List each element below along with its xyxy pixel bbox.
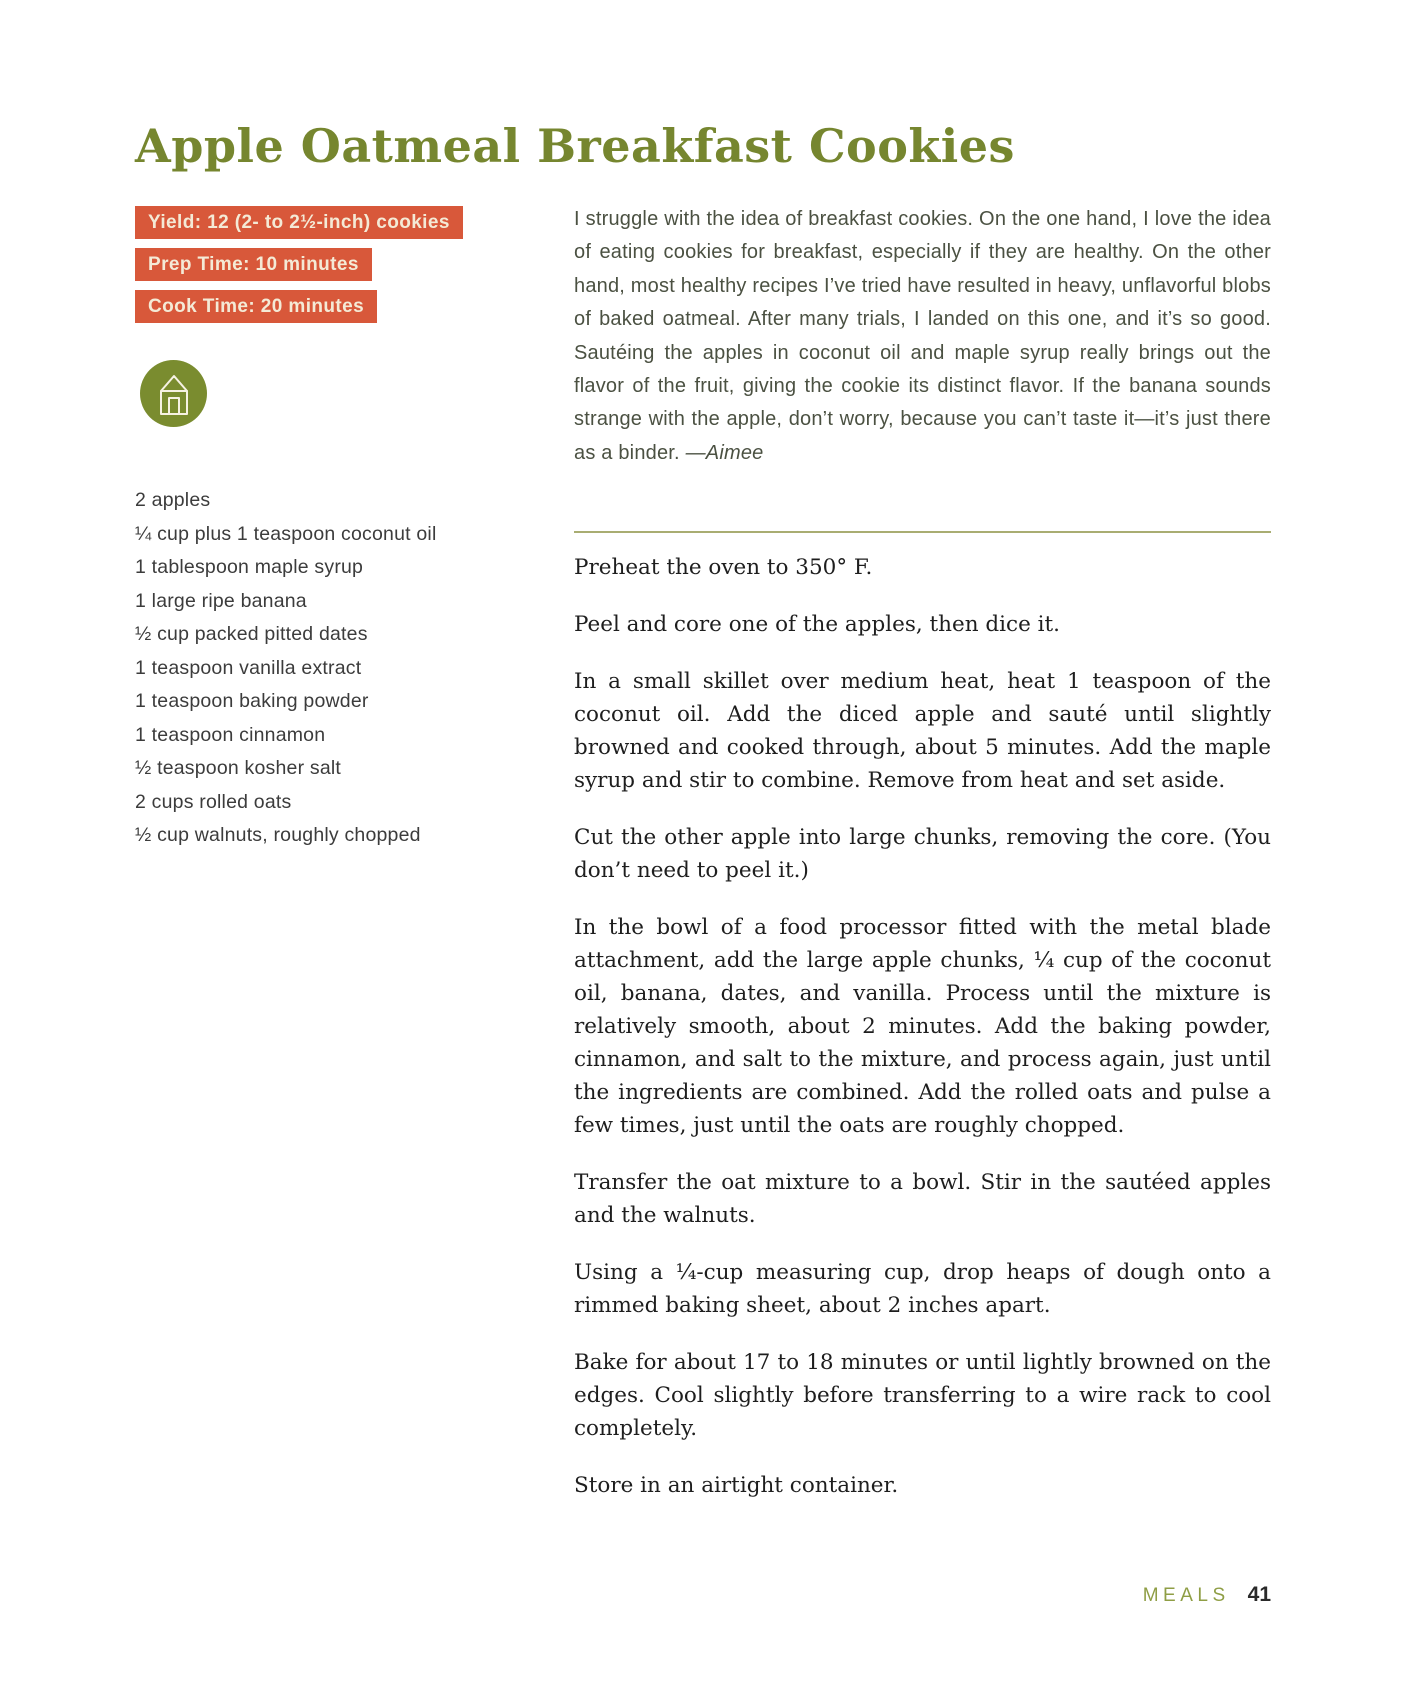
ingredient-item: ¼ cup plus 1 teaspoon coconut oil: [135, 522, 437, 545]
instruction-step: Using a ¼-cup measuring cup, drop heaps of dough onto a rimmed baking sheet, about 2 inches apart.: [574, 1260, 1271, 1318]
ingredient-item: 1 teaspoon vanilla extract: [135, 656, 362, 679]
recipe-title: Apple Oatmeal Breakfast Cookies: [135, 119, 1015, 173]
ingredient-item: ½ teaspoon kosher salt: [135, 757, 342, 779]
intro-text: I struggle with the idea of breakfast cookies. On the one hand, I love the idea of eating cookies for breakfast, especially if they are healthy. On the other hand, most healthy recipes I’ve tried have resulted in heavy, unflavorful blobs of baked oatmeal. After many trials, I landed on this one, and it’s so good. Sautéing the apples in coconut oil and maple syrup really brings out the flavor of the fruit, giving the cookie its distinct flavor. If the banana sounds strange with the apple, don’t worry, because you can’t taste it—it’s just there as a binder.: [574, 208, 1271, 464]
ingredient-item: 1 teaspoon cinnamon: [135, 723, 326, 746]
recipe-meta-badges: [135, 206, 463, 323]
ingredient-item: ½ cup walnuts, roughly chopped: [135, 824, 421, 846]
footer-section-label: MEALS: [1142, 1585, 1230, 1606]
instruction-step: In the bowl of a food processor fitted with the metal blade attachment, add the large apple chunks, ¼ cup of the coconut oil, banana, dates, and vanilla. Process until the mixture is relatively smooth, about 2 minutes. Add the baking powder, cinnamon, and salt to the mixture, and process again, just until the ingredients are combined. Add the rolled oats and pulse a few times, just until the oats are roughly chopped.: [574, 915, 1271, 1138]
section-divider: [574, 531, 1271, 533]
ingredient-item: 2 cups rolled oats: [135, 790, 292, 813]
instruction-step: Transfer the oat mixture to a bowl. Stir in the sautéed apples and the walnuts.: [574, 1170, 1271, 1228]
prep-time-badge: Prep Time: 10 minutes: [135, 248, 372, 281]
house-icon: [140, 360, 207, 427]
instruction-step: Cut the other apple into large chunks, removing the core. (You don’t need to peel it.): [574, 825, 1271, 883]
instructions-list: [574, 551, 1271, 1526]
instruction-step: Bake for about 17 to 18 minutes or until lightly browned on the edges. Cool slightly before transferring to a wire rack to cool completely.: [574, 1350, 1271, 1441]
recipe-intro: [574, 203, 1271, 470]
ingredient-item: ½ cup packed pitted dates: [135, 623, 368, 645]
instruction-step: Preheat the oven to 350° F.: [574, 555, 873, 580]
ingredient-item: 1 large ripe banana: [135, 589, 307, 612]
page-footer: [574, 1583, 1271, 1607]
ingredient-item: 1 teaspoon baking powder: [135, 690, 369, 712]
instruction-step: Store in an airtight container.: [574, 1473, 899, 1498]
ingredient-item: 1 tablespoon maple syrup: [135, 556, 364, 578]
instruction-step: In a small skillet over medium heat, heat 1 teaspoon of the coconut oil. Add the diced apple and sauté until slightly browned and cooked through, about 5 minutes. Add the maple syrup and stir to combine. Remove from heat and set aside.: [574, 669, 1271, 793]
footer-page-number: 41: [1247, 1583, 1271, 1606]
instruction-step: Peel and core one of the apples, then dice it.: [574, 612, 1060, 637]
ingredients-list: [135, 484, 555, 853]
intro-attribution: —Aimee: [685, 441, 764, 464]
ingredient-item: 2 apples: [135, 489, 211, 511]
cook-time-badge: Cook Time: 20 minutes: [135, 290, 377, 323]
yield-badge: Yield: 12 (2- to 2½-inch) cookies: [135, 206, 463, 239]
